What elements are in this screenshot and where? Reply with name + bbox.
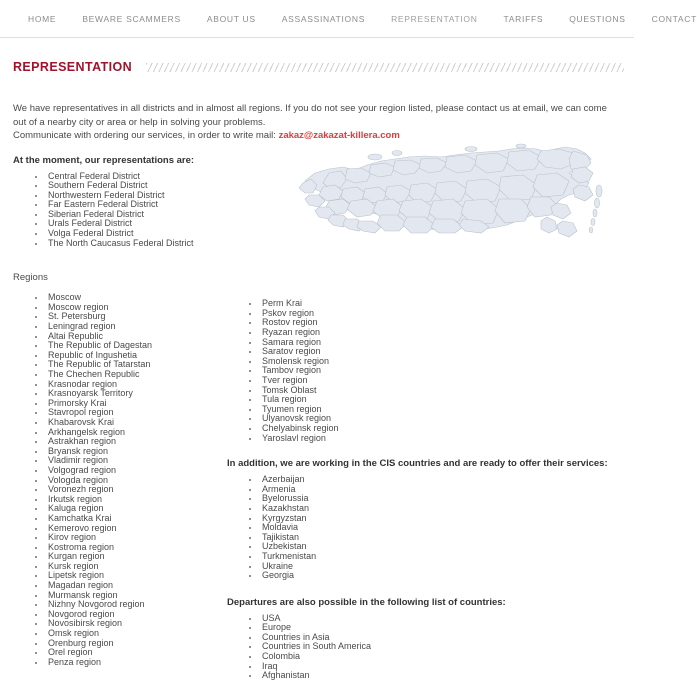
cis-list-item: • Armenia — [260, 485, 627, 495]
regions-columns — [13, 292, 622, 681]
departure-list-item: • Europe — [260, 623, 627, 633]
region-list-item: • Leningrad region — [46, 322, 223, 332]
regions-right-list — [227, 299, 627, 443]
region-list-item: • Orel region — [46, 648, 223, 658]
regions-right-column — [227, 293, 627, 681]
nav-item-beware-scammers[interactable]: BEWARE SCAMMERS — [82, 13, 181, 24]
region-list-item: • Kamchatka Krai — [46, 514, 223, 524]
region-list-item: • Saratov region — [260, 347, 627, 357]
email-link[interactable]: zakaz@zakazat-killera.com — [278, 130, 400, 141]
region-list-item: • Vologda region — [46, 476, 223, 486]
nav-item-tariffs[interactable]: TARIFFS — [503, 13, 544, 24]
region-list-item: • Lipetsk region — [46, 571, 223, 581]
page-content — [0, 102, 634, 681]
region-list-item: • Orenburg region — [46, 639, 223, 649]
main-navigation — [0, 0, 697, 38]
nav-item-assassinations[interactable]: ASSASSINATIONS — [281, 13, 366, 24]
region-list-item: • Tyumen region — [260, 405, 627, 415]
intro-block — [13, 102, 622, 143]
region-list-item: • Yaroslavl region — [260, 434, 627, 444]
departure-list-item: • Countries in South America — [260, 642, 627, 652]
title-hatched-divider — [146, 63, 624, 72]
region-list-item: • Primorsky Krai — [46, 399, 223, 409]
intro-paragraph: We have representatives in all districts and in almost all regions. If you do not see your region listed, please contact us at email, we can come out of a nearby city or area or help in solving your problems. — [13, 103, 607, 128]
region-list-item: • Voronezh region — [46, 485, 223, 495]
region-list-item: • Chelyabinsk region — [260, 424, 627, 434]
region-list-item: • The Republic of Dagestan — [46, 341, 223, 351]
region-list-item: • Altai Republic — [46, 332, 223, 342]
cis-list-item: • Moldavia — [260, 523, 627, 533]
region-list-item: • Tula region — [260, 395, 627, 405]
region-list-item: • Kostroma region — [46, 543, 223, 553]
cis-list-item: • Byelorussia — [260, 494, 627, 504]
district-list-item: • Southern Federal District — [46, 181, 622, 191]
region-list-item: • Novgorod region — [46, 610, 223, 620]
region-list-item: • Kurgan region — [46, 552, 223, 562]
districts-lead: At the moment, our representations are: — [13, 154, 195, 166]
region-list-item: • Stavropol region — [46, 408, 223, 418]
departure-list-item: • Countries in Asia — [260, 633, 627, 643]
cis-list-item: • Azerbaijan — [260, 475, 627, 485]
region-list-item: • Kaluga region — [46, 504, 223, 514]
region-list-item: • Krasnodar region — [46, 380, 223, 390]
region-list-item: • Khabarovsk Krai — [46, 418, 223, 428]
departure-list-item: • Colombia — [260, 652, 627, 662]
cis-list — [227, 475, 627, 581]
mail-line — [13, 129, 622, 143]
region-list-item: • Bryansk region — [46, 447, 223, 457]
departure-list-item: • USA — [260, 614, 627, 624]
region-list-item: • Penza region — [46, 658, 223, 668]
region-list-item: • Ulyanovsk region — [260, 414, 627, 424]
cis-list-item: • Kazakhstan — [260, 504, 627, 514]
region-list-item: • Tver region — [260, 376, 627, 386]
district-list-item: • Volga Federal District — [46, 229, 622, 239]
region-list-item: • Kirov region — [46, 533, 223, 543]
region-list-item: • Kemerovo region — [46, 524, 223, 534]
region-list-item: • Magadan region — [46, 581, 223, 591]
region-list-item: • Perm Krai — [260, 299, 627, 309]
region-list-item: • Volgograd region — [46, 466, 223, 476]
regions-left-column — [13, 293, 223, 667]
region-list-item: • Vladimir region — [46, 456, 223, 466]
region-list-item: • Astrakhan region — [46, 437, 223, 447]
region-list-item: • Rostov region — [260, 318, 627, 328]
departure-list-item: • Afghanistan — [260, 671, 627, 681]
region-list-item: • Omsk region — [46, 629, 223, 639]
district-list-item: • The North Caucasus Federal District — [46, 239, 622, 249]
region-list-item: • Ryazan region — [260, 328, 627, 338]
cis-list-item: • Georgia — [260, 571, 627, 581]
region-list-item: • St. Petersburg — [46, 312, 223, 322]
districts-list — [13, 172, 622, 249]
region-list-item: • Moscow — [46, 293, 223, 303]
cis-list-item: • Kyrgyzstan — [260, 514, 627, 524]
district-list-item: • Central Federal District — [46, 172, 622, 182]
departures-lead: Departures are also possible in the following list of countries: — [227, 596, 506, 608]
region-list-item: • Kursk region — [46, 562, 223, 572]
mail-prefix-text: Communicate with ordering our services, in order to write mail: — [13, 130, 279, 141]
region-list-item: • The Republic of Tatarstan — [46, 360, 223, 370]
nav-item-representation[interactable]: REPRESENTATION — [391, 13, 478, 24]
cis-list-item: • Uzbekistan — [260, 542, 627, 552]
region-list-item: • Tambov region — [260, 366, 627, 376]
cis-list-item: • Ukraine — [260, 562, 627, 572]
district-list-item: • Far Eastern Federal District — [46, 200, 622, 210]
districts-section — [13, 155, 622, 249]
page-title: REPRESENTATION — [13, 60, 133, 74]
cis-list-item: • Tajikistan — [260, 533, 627, 543]
region-list-item: • Murmansk region — [46, 591, 223, 601]
cis-lead: In addition, we are working in the CIS countries and are ready to offer their services: — [227, 458, 608, 470]
region-list-item: • Krasnoyarsk Territory — [46, 389, 223, 399]
region-list-item: • Republic of Ingushetia — [46, 351, 223, 361]
region-list-item: • Pskov region — [260, 309, 627, 319]
region-list-item: • The Chechen Republic — [46, 370, 223, 380]
district-list-item: • Urals Federal District — [46, 219, 622, 229]
region-list-item: • Smolensk region — [260, 357, 627, 367]
district-list-item: • Siberian Federal District — [46, 210, 622, 220]
departures-list — [227, 614, 627, 681]
district-list-item: • Northwestern Federal District — [46, 191, 622, 201]
nav-item-home[interactable]: HOME — [28, 13, 57, 24]
regions-heading: Regions — [13, 272, 48, 284]
cis-list-item: • Turkmenistan — [260, 552, 627, 562]
region-list-item: • Tomsk Oblast — [260, 386, 627, 396]
region-list-item: • Arkhangelsk region — [46, 428, 223, 438]
region-list-item: • Moscow region — [46, 303, 223, 313]
regions-left-list — [13, 293, 223, 667]
region-list-item: • Samara region — [260, 338, 627, 348]
region-list-item: • Irkutsk region — [46, 495, 223, 505]
nav-item-contact[interactable]: CONTACT — [651, 13, 697, 24]
region-list-item: • Nizhny Novgorod region — [46, 600, 223, 610]
departure-list-item: • Iraq — [260, 662, 627, 672]
nav-item-about-us[interactable]: ABOUT US — [206, 13, 256, 24]
region-list-item: • Novosibirsk region — [46, 619, 223, 629]
page-title-row — [0, 60, 634, 74]
nav-item-questions[interactable]: QUESTIONS — [569, 13, 626, 24]
